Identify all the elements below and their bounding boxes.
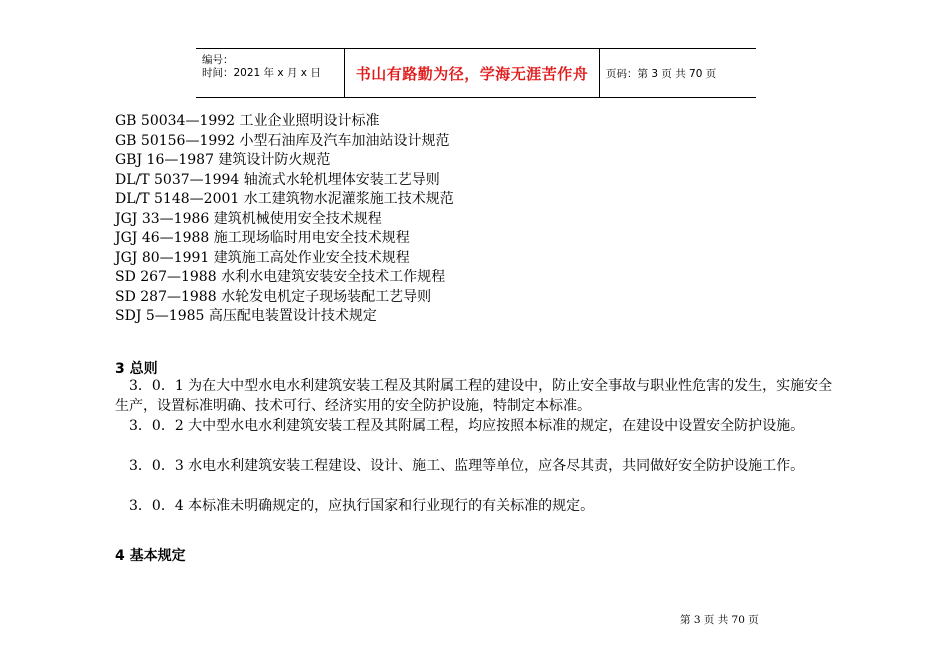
section-4-heading: 4 基本规定: [115, 548, 186, 564]
reference-item: DL/T 5148—2001 水工建筑物水泥灌浆施工技术规范: [115, 191, 454, 207]
reference-item: SD 267—1988 水利水电建筑安装安全技术工作规程: [115, 269, 446, 285]
page-footer: 第 3 页 共 70 页: [680, 614, 759, 626]
time-label: 时间：2021 年 x 月 x 日: [202, 67, 321, 79]
reference-item: JGJ 80—1991 建筑施工高处作业安全技术规程: [115, 249, 410, 266]
reference-item: GB 50034—1992 工业企业照明设计标准: [115, 113, 380, 129]
reference-item: GBJ 16—1987 建筑设计防火规范: [115, 152, 331, 168]
paragraph-3-0-1: 3．0．1 为在大中型水电水利建筑安装工程及其附属工程的建设中，防止安全事故与职业性危害的发生，实施安全生产，设置标准明确、技术可行、经济实用的安全防护设施，特制定本标准。: [115, 378, 833, 414]
paragraph-3-0-4: 3．0．4 本标准未明确规定的，应执行国家和行业现行的有关标准的规定。: [115, 498, 595, 514]
reference-item: DL/T 5037—1994 轴流式水轮机埋体安装工艺导则: [115, 171, 440, 188]
reference-item: JGJ 33—1986 建筑机械使用安全技术规程: [115, 210, 382, 227]
header-page-cell: [600, 49, 756, 97]
motto-text: 书山有路勤为径，学海无涯苦作舟: [355, 64, 589, 83]
header-left-cell: [196, 49, 345, 97]
section-3-heading: 3 总则: [115, 361, 158, 377]
page-info: 页码：第 3 页 共 70 页: [606, 67, 717, 80]
reference-item: JGJ 46—1988 施工现场临时用电安全技术规程: [115, 230, 410, 246]
header-motto-cell: [345, 49, 600, 97]
reference-item: SD 287—1988 水轮发电机定子现场装配工艺导则: [115, 288, 432, 305]
paragraph-3-0-3: 3．0．3 水电水利建筑安装工程建设、设计、施工、监理等单位，应各尽其责，共同做好安全防护设施工作。: [115, 458, 805, 474]
page-header: [196, 48, 756, 98]
paragraph-3-0-2: 3．0．2 大中型水电水利建筑安装工程及其附属工程，均应按照本标准的规定，在建设中设置安全防护设施。: [115, 418, 805, 434]
reference-item: GB 50156—1992 小型石油库及汽车加油站设计规范: [115, 132, 450, 149]
reference-item: SDJ 5—1985 高压配电装置设计技术规定: [115, 308, 377, 324]
number-label: 编号：: [202, 54, 234, 66]
reference-list: [115, 112, 454, 327]
